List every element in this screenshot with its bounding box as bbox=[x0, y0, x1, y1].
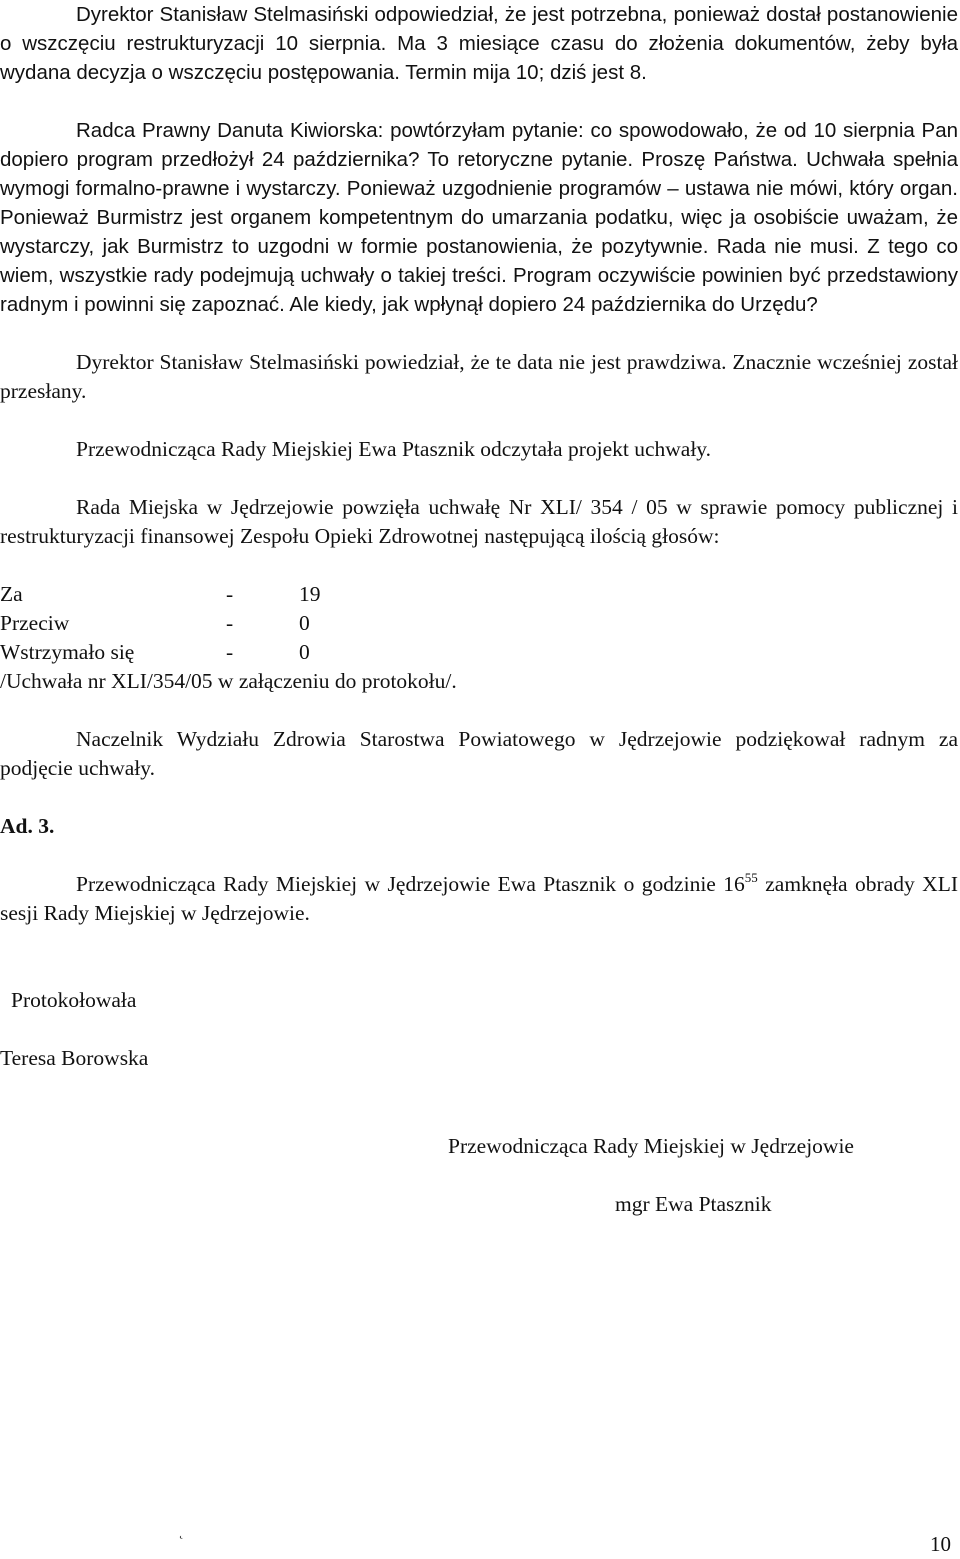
recorder-name: Teresa Borowska bbox=[0, 1046, 149, 1070]
closing-time-minutes: 55 bbox=[744, 870, 758, 885]
attachment-note: /Uchwała nr XLI/354/05 w załączeniu do protokołu/. bbox=[0, 669, 457, 693]
closing-text: Przewodnicząca Rady Miejskiej w Jędrzejowie Ewa Ptasznik o godzinie 16 bbox=[76, 872, 745, 896]
paragraph-closing bbox=[0, 870, 958, 928]
vote-label: Wstrzymało się bbox=[0, 640, 135, 664]
vote-count: 0 bbox=[299, 611, 310, 635]
vote-label: Za bbox=[0, 582, 23, 606]
vote-row-abstained bbox=[0, 638, 400, 667]
page-number: 10 bbox=[930, 1532, 951, 1556]
vote-dash: - bbox=[226, 582, 234, 606]
paragraph-thanks: Naczelnik Wydziału Zdrowia Starostwa Powiatowego w Jędrzejowie podziękował radnym za podjęcie uchwały. bbox=[0, 727, 958, 780]
vote-dash: - bbox=[226, 640, 234, 664]
paragraph-director-reply: Dyrektor Stanisław Stelmasiński powiedział, że te data nie jest prawdziwa. Znacznie wcześniej został przesłany. bbox=[0, 350, 958, 403]
vote-count: 0 bbox=[299, 640, 310, 664]
stray-mark: ˛ bbox=[179, 1525, 184, 1540]
vote-row-against bbox=[0, 609, 400, 638]
vote-dash: - bbox=[226, 611, 234, 635]
closing-text-continued: zamknęła obrady XLI sesji Rady Miejskiej w Jędrzejowie. bbox=[0, 872, 959, 925]
recorder-role: Protokołowała bbox=[11, 988, 137, 1012]
paragraph-resolution: Rada Miejska w Jędrzejowie powzięła uchwałę Nr XLI/ 354 / 05 w sprawie pomocy publicznej i restrukturyzacji finansowej Zespołu Opieki Zdrowotnej następującą ilością głosów: bbox=[0, 495, 958, 548]
vote-row-for bbox=[0, 580, 400, 609]
paragraph-legal-counsel: Radca Prawny Danuta Kiwiorska: powtórzyłam pytanie: co spowodowało, że od 10 sierpnia Pan dopiero program przedłożył 24 października? To retoryczne pytanie. Proszę Państwa. Uchwała spełnia wymogi formalno-prawne i wystarczy. Ponieważ uzgodnienie programów – ustawa nie mówi, który organ. Ponieważ Burmistrz jest organem kompetentnym do umarzania podatku, więc ja osobiście uważam, że wystarczy, jak Burmistrz to uzgodni w formie postanowienia, że pozytywnie. Rada nie musi. Z tego co wiem, wszystkie rady podejmują uchwały o takiej treści. Program oczywiście powinien być przedstawiony radnym i powinni się zapoznać. Ale kiedy, jak wpłynął dopiero 24 października do Urzędu? bbox=[0, 119, 958, 316]
vote-label: Przeciw bbox=[0, 611, 70, 635]
section-heading: Ad. 3. bbox=[0, 814, 55, 838]
paragraph-director-response: Dyrektor Stanisław Stelmasiński odpowiedział, że jest potrzebna, ponieważ dostał postanowienie o wszczęciu restrukturyzacji 10 sierpnia. Ma 3 miesiące czasu do złożenia dokumentów, żeby była wydana decyzja o wszczęciu postępowania. Termin mija 10; dziś jest 8. bbox=[0, 3, 958, 84]
paragraph-chair-reading: Przewodnicząca Rady Miejskiej Ewa Ptasznik odczytała projekt uchwały. bbox=[76, 437, 712, 461]
chair-role: Przewodnicząca Rady Miejskiej w Jędrzejowie bbox=[448, 1134, 854, 1158]
vote-count: 19 bbox=[299, 582, 321, 606]
chair-name: mgr Ewa Ptasznik bbox=[615, 1192, 772, 1216]
